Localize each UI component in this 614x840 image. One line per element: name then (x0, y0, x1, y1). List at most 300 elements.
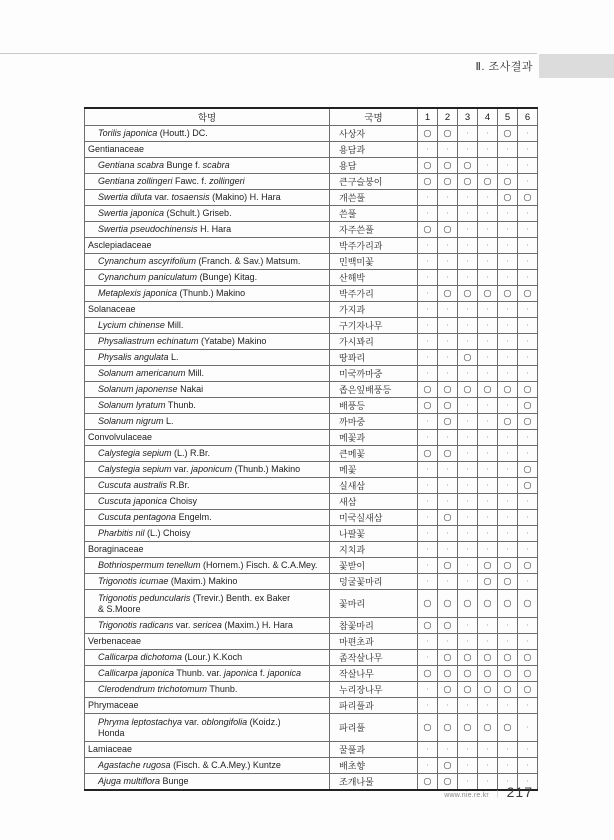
presence-cell (518, 698, 538, 714)
presence-cell (478, 462, 498, 478)
absence-dot-mark: · (446, 636, 449, 646)
absence-dot-mark: · (446, 576, 449, 586)
absence-dot-mark: · (506, 208, 509, 218)
korean-name-cell: 용담 (330, 158, 418, 174)
site-column-header-1: 1 (418, 108, 438, 126)
absence-dot-mark: · (466, 636, 469, 646)
presence-circle-mark: ○ (503, 597, 512, 609)
absence-dot-mark: · (466, 560, 469, 570)
absence-dot-mark: · (426, 684, 429, 694)
absence-dot-mark: · (486, 224, 489, 234)
presence-cell (418, 190, 438, 206)
absence-dot-mark: · (466, 256, 469, 266)
presence-circle-mark: ○ (463, 597, 472, 609)
absence-dot-mark: · (526, 496, 529, 506)
presence-cell (438, 238, 458, 254)
korean-name-cell: 미국실새삼 (330, 510, 418, 526)
presence-circle-mark: ○ (463, 383, 472, 395)
scientific-name-cell: Trigonotis icumae (Maxim.) Makino (85, 574, 330, 590)
korean-name-cell: 큰메꽃 (330, 446, 418, 462)
presence-cell (478, 254, 498, 270)
presence-cell (518, 558, 538, 574)
presence-circle-mark: ○ (463, 667, 472, 679)
presence-cell (498, 286, 518, 302)
presence-circle-mark: ○ (483, 683, 492, 695)
absence-dot-mark: · (526, 544, 529, 554)
korean-name-cell: 파리풀과 (330, 698, 418, 714)
absence-dot-mark: · (486, 776, 489, 786)
korean-name-cell: 메꽃과 (330, 430, 418, 446)
presence-cell (418, 446, 438, 462)
presence-circle-mark: ○ (443, 511, 452, 523)
presence-circle-mark: ○ (443, 619, 452, 631)
korean-name-cell: 까마중 (330, 414, 418, 430)
korean-name-cell: 구기자나무 (330, 318, 418, 334)
presence-cell (518, 414, 538, 430)
absence-dot-mark: · (526, 240, 529, 250)
presence-cell (518, 126, 538, 142)
presence-cell (518, 634, 538, 650)
absence-dot-mark: · (466, 448, 469, 458)
absence-dot-mark: · (486, 192, 489, 202)
presence-cell (438, 558, 458, 574)
presence-cell (458, 590, 478, 618)
presence-cell (498, 478, 518, 494)
species-row (85, 414, 538, 430)
absence-dot-mark: · (426, 304, 429, 314)
scientific-name-cell: Bothriospermum tenellum (Hornem.) Fisch. & C.A.Mey. (85, 558, 330, 574)
presence-cell (478, 574, 498, 590)
absence-dot-mark: · (446, 464, 449, 474)
absence-dot-mark: · (446, 544, 449, 554)
korean-name-cell: 사상자 (330, 126, 418, 142)
korean-name-cell: 개쓴풀 (330, 190, 418, 206)
presence-cell (498, 542, 518, 558)
scientific-name-cell: Phryma leptostachya var. oblongifolia (Koidz.) Honda (85, 714, 330, 742)
scientific-name-cell: Asclepiadaceae (85, 238, 330, 254)
presence-cell (418, 350, 438, 366)
absence-dot-mark: · (446, 368, 449, 378)
absence-dot-mark: · (466, 496, 469, 506)
absence-dot-mark: · (426, 336, 429, 346)
presence-circle-mark: ○ (483, 175, 492, 187)
presence-cell (518, 142, 538, 158)
scientific-name-cell: Physaliastrum echinatum (Yatabe) Makino (85, 334, 330, 350)
presence-cell (478, 714, 498, 742)
absence-dot-mark: · (426, 144, 429, 154)
presence-circle-mark: ○ (423, 775, 432, 787)
absence-dot-mark: · (526, 448, 529, 458)
presence-cell (498, 590, 518, 618)
absence-dot-mark: · (506, 144, 509, 154)
korean-name-cell: 땅꽈리 (330, 350, 418, 366)
presence-circle-mark: ○ (463, 287, 472, 299)
absence-dot-mark: · (526, 208, 529, 218)
family-row (85, 742, 538, 758)
presence-cell (438, 666, 458, 682)
presence-circle-mark: ○ (523, 399, 532, 411)
presence-cell (458, 350, 478, 366)
family-row (85, 430, 538, 446)
absence-dot-mark: · (506, 352, 509, 362)
species-row (85, 270, 538, 286)
species-row (85, 126, 538, 142)
scientific-name-cell: Metaplexis japonica (Thunb.) Makino (85, 286, 330, 302)
presence-cell (458, 650, 478, 666)
species-row (85, 222, 538, 238)
absence-dot-mark: · (486, 272, 489, 282)
scientific-name-cell: Cynanchum paniculatum (Bunge) Kitag. (85, 270, 330, 286)
presence-cell (418, 318, 438, 334)
absence-dot-mark: · (506, 496, 509, 506)
species-presence-table (84, 107, 538, 791)
species-row (85, 190, 538, 206)
presence-cell (498, 238, 518, 254)
presence-cell (458, 478, 478, 494)
presence-circle-mark: ○ (443, 159, 452, 171)
scientific-name-cell: Torilis japonica (Houtt.) DC. (85, 126, 330, 142)
presence-circle-mark: ○ (443, 759, 452, 771)
absence-dot-mark: · (486, 528, 489, 538)
absence-dot-mark: · (526, 722, 529, 732)
presence-circle-mark: ○ (463, 651, 472, 663)
absence-dot-mark: · (426, 352, 429, 362)
presence-cell (458, 574, 478, 590)
absence-dot-mark: · (486, 208, 489, 218)
absence-dot-mark: · (466, 400, 469, 410)
presence-cell (458, 238, 478, 254)
korean-name-cell: 자주쓴풀 (330, 222, 418, 238)
presence-cell (418, 558, 438, 574)
presence-circle-mark: ○ (423, 447, 432, 459)
presence-cell (438, 398, 458, 414)
presence-cell (518, 174, 538, 190)
presence-cell (418, 222, 438, 238)
absence-dot-mark: · (466, 128, 469, 138)
chapter-side-tab (539, 54, 614, 78)
absence-dot-mark: · (526, 160, 529, 170)
presence-cell (418, 286, 438, 302)
absence-dot-mark: · (486, 464, 489, 474)
absence-dot-mark: · (466, 208, 469, 218)
scientific-name-cell: Cuscuta pentagona Engelm. (85, 510, 330, 526)
absence-dot-mark: · (486, 760, 489, 770)
presence-cell (418, 238, 438, 254)
scientific-name-header: 학명 (85, 108, 330, 126)
scientific-name-cell: Cuscuta australis R.Br. (85, 478, 330, 494)
presence-cell (478, 558, 498, 574)
presence-cell (418, 462, 438, 478)
presence-cell (518, 254, 538, 270)
presence-cell (438, 714, 458, 742)
presence-circle-mark: ○ (463, 721, 472, 733)
presence-circle-mark: ○ (523, 683, 532, 695)
presence-cell (518, 430, 538, 446)
presence-cell (438, 526, 458, 542)
site-column-header-6: 6 (518, 108, 538, 126)
absence-dot-mark: · (526, 432, 529, 442)
absence-dot-mark: · (526, 760, 529, 770)
absence-dot-mark: · (426, 560, 429, 570)
absence-dot-mark: · (526, 224, 529, 234)
presence-cell (438, 222, 458, 238)
absence-dot-mark: · (526, 512, 529, 522)
absence-dot-mark: · (506, 480, 509, 490)
presence-circle-mark: ○ (423, 667, 432, 679)
absence-dot-mark: · (446, 352, 449, 362)
presence-circle-mark: ○ (443, 683, 452, 695)
presence-cell (498, 126, 518, 142)
presence-circle-mark: ○ (483, 287, 492, 299)
presence-cell (498, 174, 518, 190)
absence-dot-mark: · (446, 432, 449, 442)
presence-cell (518, 478, 538, 494)
presence-cell (418, 618, 438, 634)
presence-cell (458, 318, 478, 334)
presence-cell (478, 286, 498, 302)
presence-cell (418, 206, 438, 222)
presence-circle-mark: ○ (483, 575, 492, 587)
korean-name-cell: 새삼 (330, 494, 418, 510)
family-row (85, 302, 538, 318)
family-row (85, 634, 538, 650)
presence-cell (458, 698, 478, 714)
presence-cell (518, 270, 538, 286)
presence-cell (518, 574, 538, 590)
absence-dot-mark: · (446, 528, 449, 538)
scientific-name-cell: Clerodendrum trichotomum Thunb. (85, 682, 330, 698)
presence-cell (418, 742, 438, 758)
absence-dot-mark: · (426, 368, 429, 378)
absence-dot-mark: · (486, 512, 489, 522)
absence-dot-mark: · (486, 480, 489, 490)
absence-dot-mark: · (426, 192, 429, 202)
korean-name-cell: 큰구슬붕이 (330, 174, 418, 190)
page-footer (0, 784, 533, 802)
absence-dot-mark: · (426, 240, 429, 250)
presence-cell (478, 190, 498, 206)
presence-circle-mark: ○ (443, 721, 452, 733)
absence-dot-mark: · (426, 432, 429, 442)
presence-cell (418, 478, 438, 494)
absence-dot-mark: · (486, 240, 489, 250)
presence-cell (418, 430, 438, 446)
presence-circle-mark: ○ (443, 775, 452, 787)
presence-cell (418, 590, 438, 618)
absence-dot-mark: · (486, 400, 489, 410)
absence-dot-mark: · (466, 336, 469, 346)
presence-cell (418, 714, 438, 742)
presence-circle-mark: ○ (503, 127, 512, 139)
presence-cell (438, 742, 458, 758)
presence-cell (498, 350, 518, 366)
family-row (85, 142, 538, 158)
absence-dot-mark: · (466, 620, 469, 630)
presence-cell (518, 542, 538, 558)
presence-cell (518, 462, 538, 478)
species-table-container (84, 107, 537, 791)
species-row (85, 478, 538, 494)
absence-dot-mark: · (506, 512, 509, 522)
korean-name-cell: 박주가리 (330, 286, 418, 302)
absence-dot-mark: · (506, 368, 509, 378)
absence-dot-mark: · (506, 432, 509, 442)
presence-cell (478, 758, 498, 774)
presence-cell (518, 510, 538, 526)
species-row (85, 590, 538, 618)
presence-cell (518, 590, 538, 618)
presence-cell (438, 682, 458, 698)
species-row (85, 254, 538, 270)
absence-dot-mark: · (426, 320, 429, 330)
korean-name-cell: 미국까마중 (330, 366, 418, 382)
presence-cell (518, 302, 538, 318)
scientific-name-cell: Lycium chinense Mill. (85, 318, 330, 334)
presence-cell (518, 334, 538, 350)
korean-name-cell: 배풍등 (330, 398, 418, 414)
presence-circle-mark: ○ (503, 559, 512, 571)
presence-cell (478, 478, 498, 494)
scientific-name-cell: Gentiana zollingeri Fawc. f. zollingeri (85, 174, 330, 190)
presence-circle-mark: ○ (443, 383, 452, 395)
presence-cell (458, 126, 478, 142)
absence-dot-mark: · (506, 304, 509, 314)
korean-name-cell: 파리풀 (330, 714, 418, 742)
absence-dot-mark: · (466, 700, 469, 710)
absence-dot-mark: · (506, 256, 509, 266)
scientific-name-cell: Callicarpa japonica Thunb. var. japonica f. japonica (85, 666, 330, 682)
presence-cell (498, 398, 518, 414)
absence-dot-mark: · (486, 336, 489, 346)
presence-cell (478, 318, 498, 334)
presence-cell (458, 430, 478, 446)
absence-dot-mark: · (486, 352, 489, 362)
species-row (85, 526, 538, 542)
presence-cell (498, 414, 518, 430)
presence-cell (478, 590, 498, 618)
absence-dot-mark: · (466, 416, 469, 426)
korean-name-cell: 작살나무 (330, 666, 418, 682)
presence-cell (458, 558, 478, 574)
absence-dot-mark: · (506, 160, 509, 170)
presence-circle-mark: ○ (523, 651, 532, 663)
species-row (85, 366, 538, 382)
presence-cell (418, 758, 438, 774)
absence-dot-mark: · (426, 272, 429, 282)
absence-dot-mark: · (426, 480, 429, 490)
presence-cell (418, 666, 438, 682)
scientific-name-cell: Solanum japonense Nakai (85, 382, 330, 398)
presence-cell (458, 398, 478, 414)
presence-circle-mark: ○ (503, 287, 512, 299)
absence-dot-mark: · (506, 272, 509, 282)
scientific-name-cell: Calystegia sepium var. japonicum (Thunb.) Makino (85, 462, 330, 478)
absence-dot-mark: · (486, 744, 489, 754)
presence-circle-mark: ○ (443, 287, 452, 299)
absence-dot-mark: · (426, 496, 429, 506)
absence-dot-mark: · (486, 160, 489, 170)
presence-cell (518, 238, 538, 254)
presence-cell (518, 382, 538, 398)
presence-cell (478, 158, 498, 174)
korean-name-cell: 나팔꽃 (330, 526, 418, 542)
korean-name-cell: 쓴풀 (330, 206, 418, 222)
presence-cell (418, 174, 438, 190)
presence-circle-mark: ○ (503, 415, 512, 427)
presence-cell (518, 318, 538, 334)
presence-circle-mark: ○ (483, 651, 492, 663)
presence-circle-mark: ○ (423, 175, 432, 187)
scientific-name-cell: Solanaceae (85, 302, 330, 318)
presence-cell (458, 190, 478, 206)
species-row (85, 158, 538, 174)
absence-dot-mark: · (506, 224, 509, 234)
presence-cell (498, 302, 518, 318)
absence-dot-mark: · (446, 192, 449, 202)
absence-dot-mark: · (526, 776, 529, 786)
presence-circle-mark: ○ (523, 415, 532, 427)
species-table-body (85, 126, 538, 791)
absence-dot-mark: · (506, 636, 509, 646)
absence-dot-mark: · (426, 288, 429, 298)
scientific-name-cell: Agastache rugosa (Fisch. & C.A.Mey.) Kuntze (85, 758, 330, 774)
species-row (85, 758, 538, 774)
presence-circle-mark: ○ (423, 721, 432, 733)
absence-dot-mark: · (526, 528, 529, 538)
absence-dot-mark: · (506, 744, 509, 754)
species-row (85, 558, 538, 574)
absence-dot-mark: · (446, 744, 449, 754)
presence-cell (478, 494, 498, 510)
presence-cell (438, 430, 458, 446)
absence-dot-mark: · (446, 320, 449, 330)
scientific-name-cell: Phrymaceae (85, 698, 330, 714)
presence-circle-mark: ○ (523, 479, 532, 491)
scientific-name-cell: Boraginaceae (85, 542, 330, 558)
absence-dot-mark: · (486, 544, 489, 554)
presence-cell (518, 350, 538, 366)
absence-dot-mark: · (486, 144, 489, 154)
presence-cell (458, 634, 478, 650)
species-row (85, 318, 538, 334)
korean-name-cell: 덩굴꽃마리 (330, 574, 418, 590)
absence-dot-mark: · (486, 256, 489, 266)
species-row (85, 446, 538, 462)
korean-name-cell: 메꽃 (330, 462, 418, 478)
presence-circle-mark: ○ (443, 651, 452, 663)
species-row (85, 174, 538, 190)
presence-cell (498, 142, 518, 158)
presence-cell (418, 270, 438, 286)
presence-cell (458, 158, 478, 174)
presence-cell (458, 142, 478, 158)
absence-dot-mark: · (526, 620, 529, 630)
presence-cell (478, 650, 498, 666)
footer-separator: ㅣ (493, 790, 502, 799)
absence-dot-mark: · (466, 224, 469, 234)
absence-dot-mark: · (526, 368, 529, 378)
presence-cell (418, 650, 438, 666)
site-column-header-2: 2 (438, 108, 458, 126)
absence-dot-mark: · (506, 760, 509, 770)
presence-cell (518, 526, 538, 542)
presence-cell (418, 302, 438, 318)
presence-circle-mark: ○ (423, 159, 432, 171)
presence-cell (518, 618, 538, 634)
absence-dot-mark: · (426, 512, 429, 522)
presence-cell (498, 462, 518, 478)
presence-cell (438, 462, 458, 478)
